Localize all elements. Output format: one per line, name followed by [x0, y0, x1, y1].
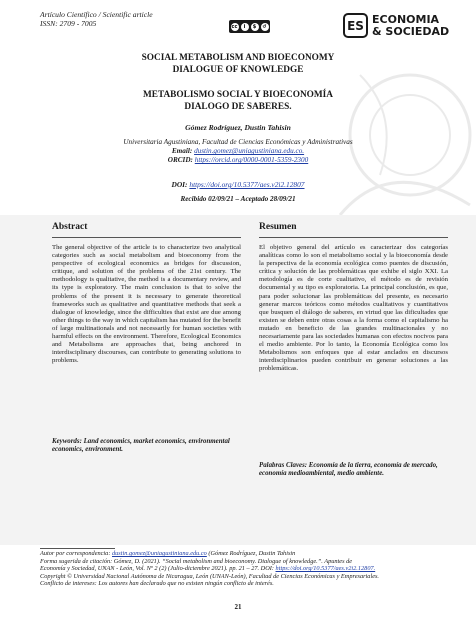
page-number: 21 [234, 603, 242, 611]
logo-line-1: ECONOMIA [372, 13, 440, 26]
orcid-line [0, 156, 476, 165]
journal-issn: ISSN: 2709 - 7005 [40, 19, 97, 28]
received-dates: Recibido 02/09/21 – Aceptado 28/09/21 [180, 195, 296, 203]
nc-icon: $ [251, 23, 259, 31]
orcid-label: ORCID: [167, 156, 193, 165]
authors: Gómez Rodríguez, Dustin Tahisin [185, 123, 291, 132]
title-en-line-2: DIALOGUE OF KNOWLEDGE [172, 65, 304, 75]
sa-icon: ↺ [262, 23, 267, 30]
cc-icon: cc [231, 23, 238, 30]
email-label: Email: [171, 147, 193, 156]
email-line [0, 147, 476, 156]
title-es-line-1: METABOLISMO SOCIAL Y BIOECONOMÍA [142, 90, 333, 100]
correspondence-email[interactable]: dustin.gomez@uniagustiniana.edu.co [112, 550, 207, 557]
affiliation-block [0, 138, 476, 166]
title-english [0, 52, 476, 76]
copyright-line: Copyright © Universidad Nacional Autónoma de Nicaragua, León (UNAN-León), Facultad de Ciencias Económicas y Empresariales. [40, 572, 380, 580]
abstract-body: The general objective of the article is to characterize two analytical categories such as social metabolism and bioeconomy from the perspective of ecological economics as bridges for discussion, critique, and solution of the problems of the 21st century. The methodology is qualitative, the method is a documentary review, and its type is exploratory. The main conclusion is that to solve the problems of the present it is necessary to generate theoretical frameworks such as qualitative and quantitative methods that seek a dialogue of knowledge, since the difficulties that exist are due among other things to the way in which capitalism has mutated for the benefit of large multinationals and not necessarily for human societies with harmful effects on the environment. Therefore, Ecological Economics and Metabolisms are approaches that, being anchored in interdisciplinary discourses, can contribute to generating solutions to problems. [52, 244, 241, 365]
footnote-divider [40, 548, 115, 549]
citation-doi-link[interactable]: https://doi.org/10.5377/aes.v2i2.12807. [275, 565, 376, 573]
abstract-keywords: Keywords: Land economics, market economics, environmental economics, environment. [52, 438, 230, 454]
correspondence-label: Autor por correspondencia: [40, 550, 111, 557]
correspondence-name: (Gómez Rodríguez, Dustin Tahisin [208, 550, 296, 557]
abstract-heading: Abstract [52, 222, 88, 232]
resumen-heading: Resumen [259, 222, 297, 232]
conflict-line: Conflicto de intereses: Los autores han declarado que no existen ningún conflicto de interés. [40, 580, 274, 588]
journal-logo-mark: ES [343, 13, 368, 38]
email-link[interactable]: dustin.gomez@uniagustiniana.edu.co. [194, 147, 305, 156]
footnotes [40, 550, 440, 588]
title-spanish [0, 89, 476, 113]
resumen-body: El objetivo general del artículo es caracterizar dos categorías analíticas como lo son el metabolismo social y la bioeconomía desde la perspectiva de la economía ecológica como puentes de discusión, crítica y solución de las problemáticas que exhibe el siglo XXI. La metodología es de corte cualitativo, el método es de revisión documental y su tipo es exploratoria. La principal conclusión, es que, para poder solucionar las problemáticas del presente, es necesario generar marcos teóricos como métodos cualitativos y cuantitativos que busquen el diálogo de saberes, en virtud que las dificultades que existen se deben entre otras cosas a la forma como el capitalismo ha mutado en beneficio de las grandes multinacionales y no necesariamente para las sociedades humanas con efectos nocivos para el medio ambiente. Por lo tanto, la Economía Ecológica como los Metabolismos son enfoques que al estar anclados en discursos interdisciplinarios pueden contribuir en generar soluciones a las problemáticas. [259, 244, 448, 373]
journal-header [40, 10, 153, 28]
resumen-keywords: Palabras Claves: Economía de la tierra, economía de mercado, economía medioambiental, medio ambiente. [259, 462, 438, 478]
affiliation: Universitaria Agustiniana, Facultad de Ciencias Económicas y Administrativas [123, 138, 353, 146]
correspondence-line [40, 550, 440, 558]
citation-line-1: Forma sugerida de citación: Gómez, D. (2021). “Social metabolism and bioeconomy. Dialogue of knowledge.”. Apuntes de [40, 557, 353, 565]
by-icon: i [241, 23, 249, 31]
journal-logo-text [372, 14, 449, 38]
orcid-link[interactable]: https://orcid.org/0000-0001-5359-2300 [194, 156, 309, 165]
citation-line-2 [40, 565, 440, 573]
logo-line-2: & SOCIEDAD [372, 25, 450, 38]
license-badge[interactable] [229, 20, 270, 33]
title-en-line-1: SOCIAL METABOLISM AND BIOECONOMY [141, 53, 335, 63]
citation-text: Economía y Sociedad, UNAN - León, Vol. Nº 2 (2) (Julio-diciembre 2021). pp. 21 – 27. DOI: [40, 565, 274, 573]
title-es-line-2: DIALOGO DE SABERES. [184, 102, 292, 112]
resumen-divider [259, 237, 448, 238]
journal-type: Artículo Científico / Scientific article [40, 10, 153, 19]
doi-line [0, 180, 476, 189]
abstract-divider [52, 237, 241, 238]
doi-label: DOI: [171, 180, 188, 189]
doi-link[interactable]: https://doi.org/10.5377/aes.v2i2.12807 [189, 180, 305, 189]
